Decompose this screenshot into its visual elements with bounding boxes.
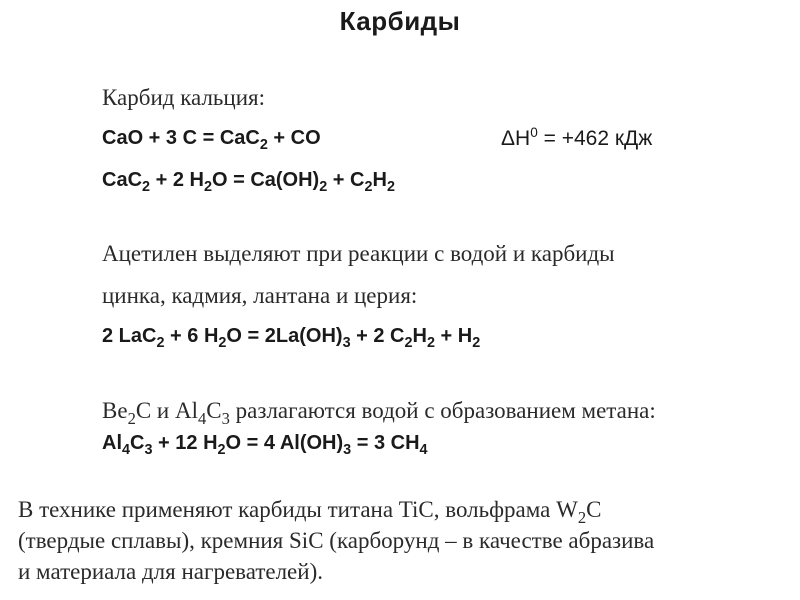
- methane-text-line: $Be_2C$ и $Al_4C_3$ разлагаются водой с образованием метана:: [102, 398, 656, 428]
- equation-cao-carbon: CaO + 3 C = CaC$_2$ + CO: [102, 127, 321, 154]
- technique-paragraph: [18, 494, 788, 587]
- acetylene-text-line-2: цинка, кадмия, лантана и церия:: [102, 283, 418, 308]
- equation-lac2-water: 2 LaC$_2$ + 6 $H_2O = 2La(OH)_3 + 2$ $C_2H_2 + H_2$: [102, 325, 481, 352]
- enthalpy-value: $\Delta H^0 = +462$ кДж: [501, 124, 653, 150]
- equation-cac2-water: CaC$_2$ + 2 $H_2O = Ca(OH)_2 + C_2H_2$: [102, 169, 395, 196]
- slide-title: Карбиды: [339, 6, 461, 36]
- technique-line-2: (твердые сплавы), кремния SiC (карборунд – в качестве абразива: [18, 528, 655, 553]
- acetylene-text-line-1: Ацетилен выделяют при реакции с водой и карбиды: [102, 241, 615, 266]
- technique-line-1: В технике применяют карбиды титана TiC, вольфрама $W_2C$: [18, 497, 602, 527]
- technique-line-3: и материала для нагревателей).: [18, 559, 323, 584]
- equation-al4c3-water: $Al_4C_3 + 12$ $H_2O = 4$ $Al(OH)_3 = 3$ $CH_4$: [102, 432, 428, 459]
- calcium-carbide-heading: Карбид кальция:: [102, 85, 265, 110]
